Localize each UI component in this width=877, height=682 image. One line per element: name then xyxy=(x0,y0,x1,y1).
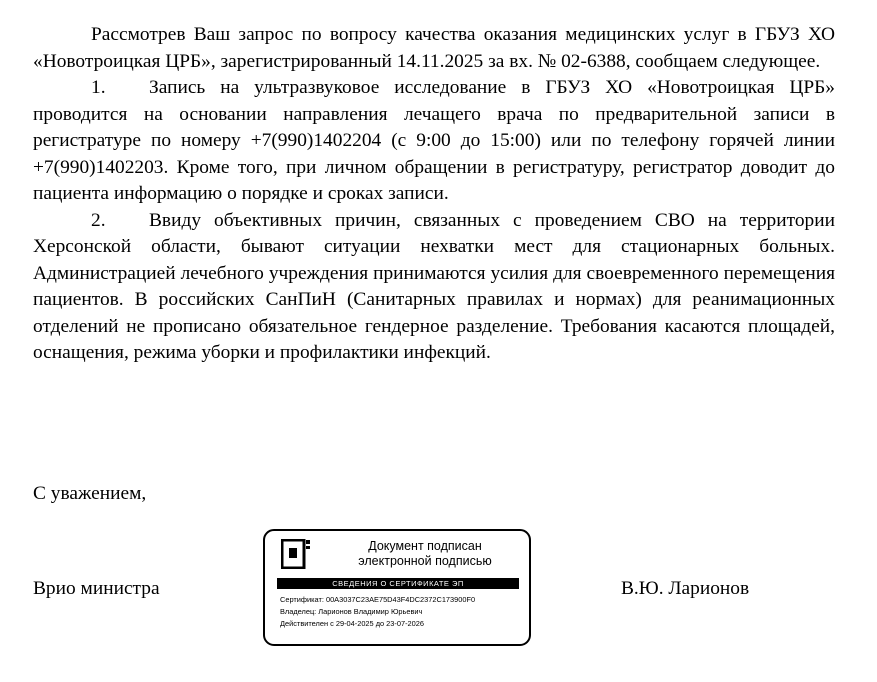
stamp-title-line: Документ подписан xyxy=(368,539,482,553)
list-item-text: Запись на ультразвуковое исследование в ГБУЗ ХО «Новотроицкая ЦРБ» проводится на основании направления лечащего врача по предварительной записи в регистратуре по номеру +7(990)1402204 (с 9:00 до 15:00) или по телефону горячей линии +7(990)1402203. Кроме того, при личном обращении в регистратуру, регистратор доводит до пациента информацию о порядке и сроках записи. xyxy=(33,77,835,204)
list-item-number: 2. xyxy=(91,209,106,231)
electronic-signature-stamp xyxy=(263,529,531,646)
list-item-number: 1. xyxy=(91,77,106,98)
list-item-text: Ввиду объективных причин, связанных с проведением СВО на территории Херсонской области, бывают ситуации нехватки мест для стационарных больных. Администрацией лечебного учреждения принимаются усилия для своевременного перемещения пациентов. В российских СанПиН (Санитарных правилах и нормах) для реанимационных отделений не прописано обязательное гендерное разделение. Требования касаются площадей, оснащения, режима уборки и профилактики инфекций. xyxy=(33,209,835,363)
certificate-info-bar: СВЕДЕНИЯ О СЕРТИФИКАТЕ ЭП xyxy=(277,578,519,589)
intro-paragraph: Рассмотрев Ваш запрос по вопросу качества оказания медицинских услуг в ГБУЗ ХО «Новотроицкая ЦРБ», зарегистрированный 14.11.2025 за вх. № 02-6388, сообщаем следующее. xyxy=(33,24,835,72)
certificate-owner: Владелец: Ларионов Владимир Юрьевич xyxy=(280,607,423,616)
list-item xyxy=(33,75,835,208)
signer-name: В.Ю. Ларионов xyxy=(621,578,750,599)
certificate-validity: Действителен с 29-04-2025 до 23-07-2026 xyxy=(280,619,424,628)
certificate-number: Сертификат: 00A3037C23AE75D43F4DC2372C173900F0 xyxy=(280,595,476,604)
stamp-title xyxy=(327,539,523,569)
certificate-details xyxy=(280,594,475,630)
stamp-title-line: электронной подписью xyxy=(358,554,492,568)
qr-emblem-icon xyxy=(281,539,311,569)
signer-position: Врио министра xyxy=(33,578,160,599)
letter-body xyxy=(33,22,835,367)
list-item xyxy=(33,208,835,367)
closing-phrase: С уважением, xyxy=(33,483,147,504)
